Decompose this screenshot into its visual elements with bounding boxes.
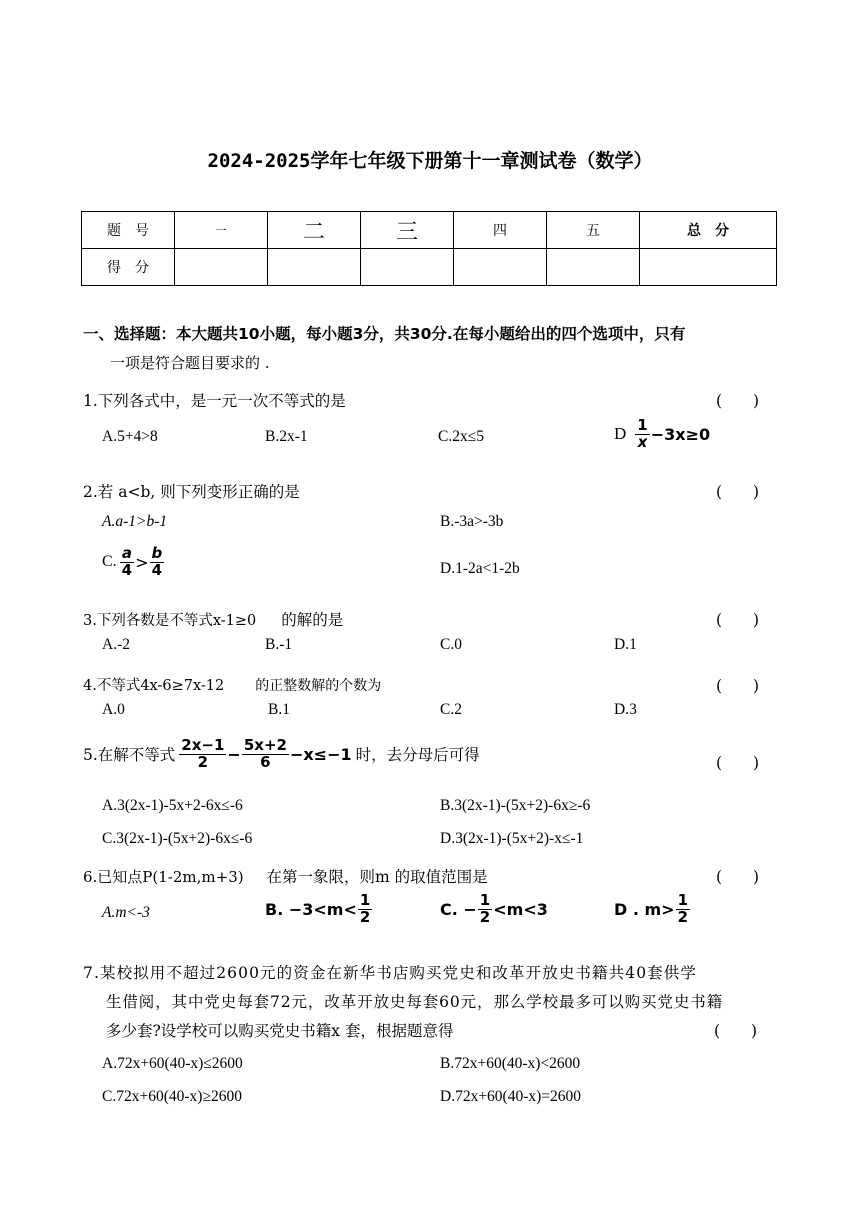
fraction (179, 738, 226, 771)
denominator: 2 (677, 907, 689, 926)
score-table (81, 211, 777, 286)
q3-option-d: D.1 (614, 636, 637, 653)
expression-tail: <m<3 (493, 899, 548, 919)
q7-option-d: D.72x+60(40-x)=2600 (440, 1088, 582, 1105)
score-cell[interactable] (454, 249, 547, 286)
denominator: 4 (151, 560, 163, 579)
section-heading-cont: 一项是符合题目要求的 . (110, 354, 270, 372)
numerator: b (151, 544, 163, 562)
answer-paren[interactable]: ( ) (716, 483, 760, 501)
section-heading: 一、选择题：本大题共10小题，每小题3分，共30分.在每小题给出的四个选项中，只有 (83, 325, 686, 343)
score-table-header-row (82, 212, 777, 249)
q5-option-c: C.3(2x-1)-(5x+2)-6x≤-6 (102, 830, 253, 847)
expression: C. − (440, 899, 477, 919)
q2-option-b: B.-3a>-3b (440, 513, 504, 530)
answer-paren[interactable]: ( ) (716, 754, 760, 772)
question-7-line-3: 多少套?设学校可以购买党史书籍x 套，根据题意得 (106, 1022, 454, 1040)
numerator: 1 (479, 891, 491, 909)
denominator: 6 (260, 752, 271, 771)
header-cell: 题 号 (82, 212, 175, 249)
q4-option-d: D.3 (614, 701, 637, 718)
q6-option-b (265, 893, 373, 926)
score-cell[interactable] (640, 249, 777, 286)
denominator: 2 (479, 907, 491, 926)
operator: > (135, 552, 149, 572)
score-cell[interactable] (268, 249, 361, 286)
q4-option-a: A.0 (102, 701, 125, 718)
header-cell: 三 (361, 212, 454, 249)
question-6-stem (83, 865, 488, 887)
answer-paren[interactable]: ( ) (716, 611, 760, 629)
stem-part: 时，去分母后可得 (355, 746, 480, 765)
stem-part: 5.在解不等式 (83, 746, 176, 765)
expression: D . m> (614, 899, 675, 919)
question-5-stem (83, 738, 480, 771)
denominator: x (637, 432, 648, 451)
denominator: 2 (197, 752, 209, 771)
header-cell: 二 (268, 212, 361, 249)
stem-part: 3.下列各数是不等式x-1≥0 (83, 613, 257, 629)
q1-option-d (614, 418, 710, 451)
denominator: 4 (121, 560, 133, 579)
question-4-stem (83, 674, 381, 695)
q3-option-a: A.-2 (102, 636, 130, 653)
stem-part: 的解的是 (281, 611, 344, 629)
header-cell: 总 分 (640, 212, 777, 249)
stem-part: 6.已知点P(1-2m,m+3) (83, 868, 244, 886)
q5-option-a: A.3(2x-1)-5x+2-6x≤-6 (102, 797, 243, 814)
stem-part: 在第一象限，则m 的取值范围是 (266, 868, 488, 886)
q7-option-a: A.72x+60(40-x)≤2600 (102, 1055, 243, 1072)
fraction (242, 738, 289, 771)
denominator: 2 (359, 907, 371, 926)
page-title: 2024-2025学年七年级下册第十一章测试卷（数学） (207, 150, 653, 172)
answer-paren[interactable]: ( ) (716, 677, 760, 695)
expression-tail: −x≤−1 (289, 744, 352, 764)
header-cell: 五 (547, 212, 640, 249)
q2-option-d: D.1-2a<1-2b (440, 560, 520, 577)
numerator: 1 (637, 416, 648, 434)
numerator: a (121, 544, 132, 562)
q1-option-c: C.2x≤5 (438, 428, 484, 445)
stem-part: 4.不等式4x-6≥7x-12 (83, 678, 225, 694)
answer-paren[interactable]: ( ) (716, 868, 760, 886)
score-cell[interactable] (175, 249, 268, 286)
numerator: 1 (359, 891, 371, 909)
q2-option-a: A.a-1>b-1 (102, 513, 168, 530)
answer-paren[interactable]: ( ) (714, 1022, 758, 1040)
header-cell: 四 (454, 212, 547, 249)
q1-option-a: A.5+4>8 (102, 428, 158, 445)
score-cell[interactable] (361, 249, 454, 286)
option-label: C. (102, 553, 117, 571)
fraction (478, 893, 492, 926)
stem-part: 的正整数解的个数为 (255, 678, 382, 694)
numerator: 1 (677, 891, 689, 909)
q4-option-c: C.2 (440, 701, 462, 718)
q5-option-b: B.3(2x-1)-(5x+2)-6x≥-6 (440, 797, 591, 814)
numerator: 2x−1 (181, 736, 225, 754)
header-cell: 一 (175, 212, 268, 249)
option-label: D (614, 424, 627, 444)
q1-option-b: B.2x-1 (265, 428, 308, 445)
fraction (120, 546, 134, 579)
question-1-stem: 1.下列各式中，是一元一次不等式的是 (83, 392, 346, 410)
q6-option-d (614, 893, 691, 926)
q7-option-b: B.72x+60(40-x)<2600 (440, 1055, 581, 1072)
question-3-stem (83, 608, 343, 630)
score-table-score-row (82, 249, 777, 286)
q4-option-b: B.1 (268, 701, 290, 718)
question-7-line-2: 生借阅，其中党史每套72元，改革开放史每套60元，那么学校最多可以购买党史书籍 (106, 993, 724, 1011)
q6-option-a: A.m<-3 (102, 904, 150, 921)
expression: B. −3<m< (265, 899, 357, 919)
fraction (358, 893, 372, 926)
answer-paren[interactable]: ( ) (716, 392, 760, 410)
question-2-stem: 2.若 a<b, 则下列变形正确的是 (83, 483, 300, 501)
fraction (150, 546, 165, 579)
q2-option-c (102, 546, 165, 579)
operator: − (227, 744, 241, 764)
q3-option-b: B.-1 (265, 636, 293, 653)
question-7-line-1: 7.某校拟用不超过2600元的资金在新华书店购买党史和改革开放史书籍共40套供学 (83, 964, 697, 982)
q7-option-c: C.72x+60(40-x)≥2600 (102, 1088, 242, 1105)
score-cell[interactable] (547, 249, 640, 286)
fraction (676, 893, 690, 926)
q3-option-c: C.0 (440, 636, 462, 653)
fraction (635, 418, 649, 451)
q5-option-d: D.3(2x-1)-(5x+2)-x≤-1 (440, 830, 584, 847)
numerator: 5x+2 (243, 736, 287, 754)
q6-option-c (440, 893, 548, 926)
row-label: 得 分 (82, 249, 175, 286)
expression-tail: −3x≥0 (650, 424, 711, 444)
